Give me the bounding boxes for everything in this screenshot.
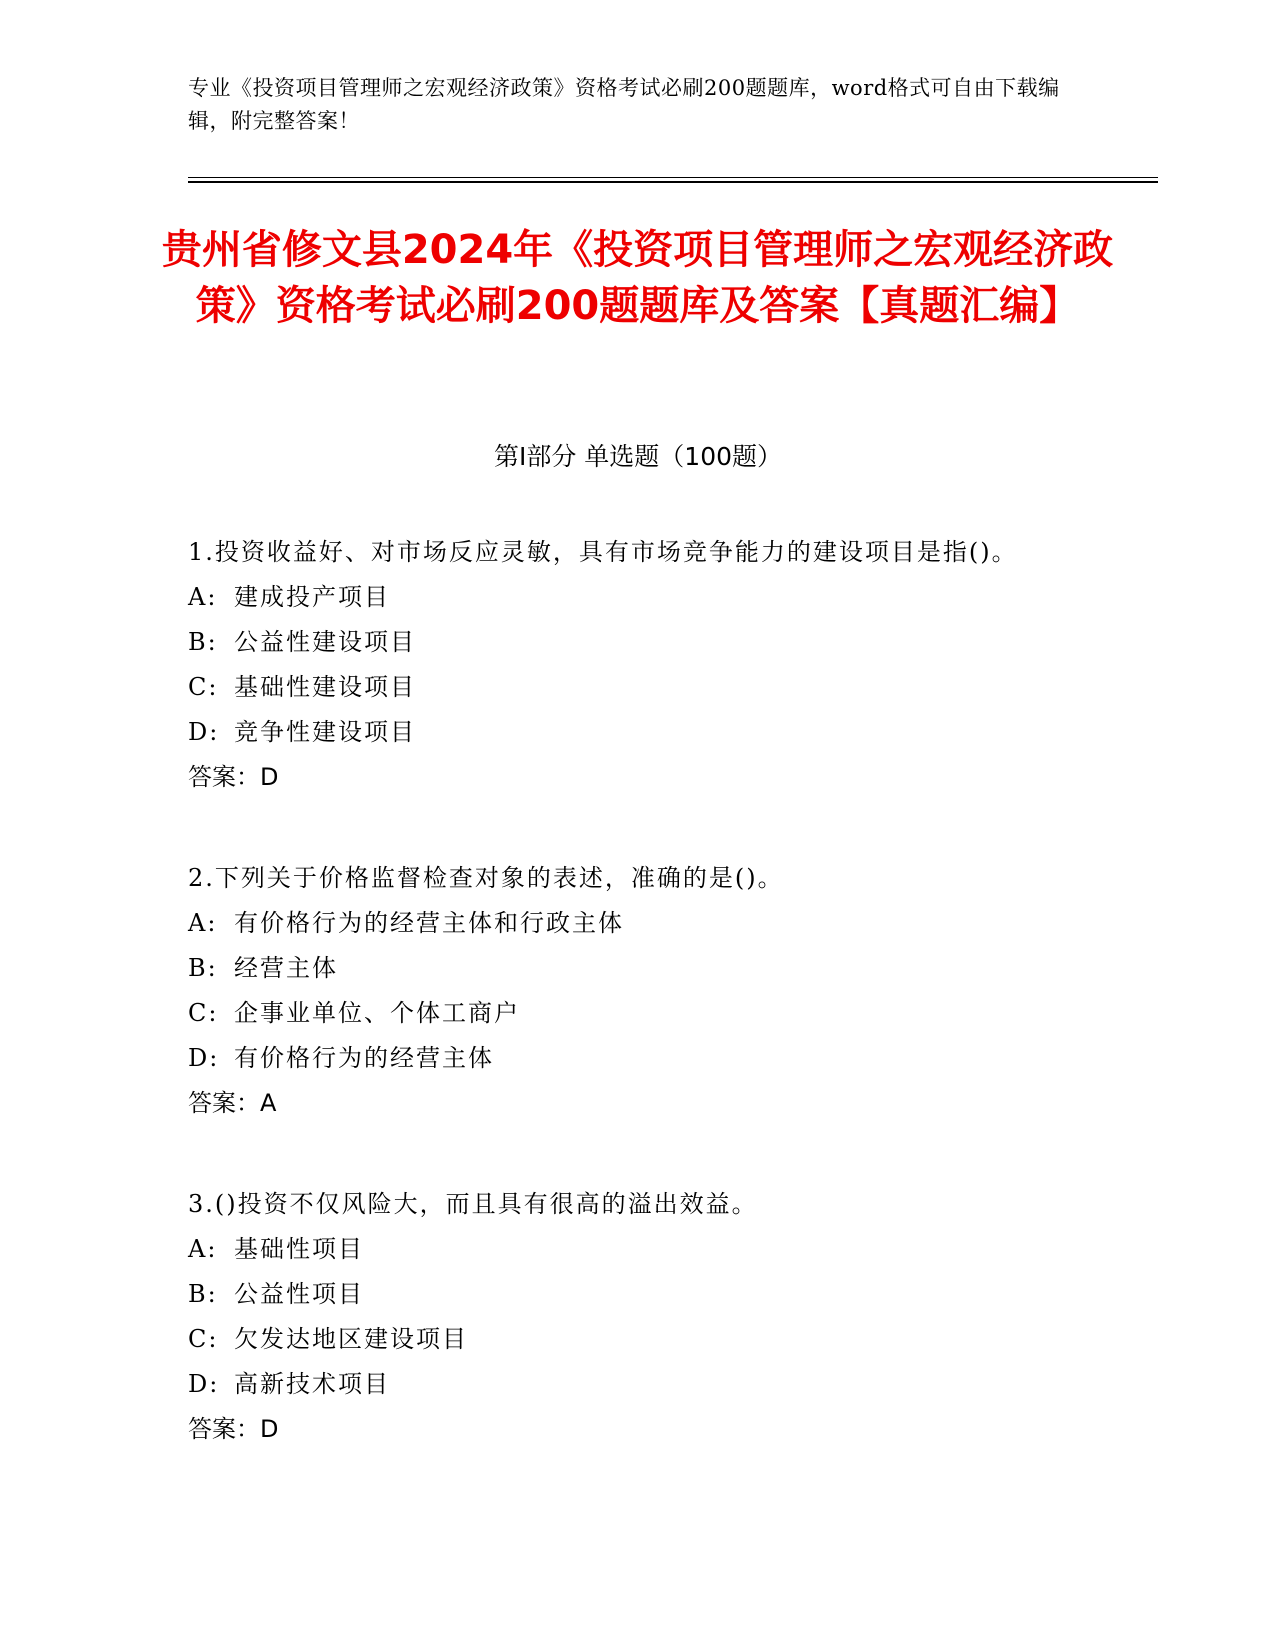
option-text: 欠发达地区建设项目 [234,1325,468,1353]
answer: 答案：D [188,1415,279,1443]
answer: 答案：A [188,1089,277,1117]
option-label: C: [188,1325,219,1353]
option-text: 经营主体 [234,954,338,982]
option-d [188,1362,1088,1407]
option-label: D: [188,1044,220,1072]
question-2 [188,856,1088,1126]
option-a [188,1227,1088,1272]
option-label: D: [188,1370,220,1398]
option-text: 竞争性建设项目 [234,718,416,746]
option-label: B: [188,954,218,982]
option-label: A: [188,909,218,937]
option-label: B: [188,1280,218,1308]
option-text: 基础性项目 [234,1235,364,1263]
option-c [188,665,1088,710]
document-title: 贵州省修文县2024年《投资项目管理师之宏观经济政策》资格考试必刷200题题库及答案【真题汇编】 [161,227,1114,329]
question-list [188,530,1088,1508]
option-c [188,1317,1088,1362]
option-label: C: [188,673,219,701]
option-b [188,946,1088,991]
answer: 答案：D [188,763,279,791]
header-divider-thick [188,181,1158,183]
option-text: 高新技术项目 [234,1370,390,1398]
option-b [188,620,1088,665]
question-stem: 3.()投资不仅风险大，而且具有很高的溢出效益。 [188,1190,758,1218]
option-text: 有价格行为的经营主体 [234,1044,494,1072]
question-stem: 2.下列关于价格监督检查对象的表述，准确的是()。 [188,864,784,892]
question-stem: 1.投资收益好、对市场反应灵敏，具有市场竞争能力的建设项目是指()。 [188,538,1018,566]
option-label: C: [188,999,219,1027]
option-a [188,575,1088,620]
section-title: 第I部分 单选题（100题） [493,442,783,471]
option-text: 有价格行为的经营主体和行政主体 [234,909,624,937]
option-label: B: [188,628,218,656]
option-d [188,1036,1088,1081]
option-text: 公益性建设项目 [234,628,416,656]
option-d [188,710,1088,755]
option-b [188,1272,1088,1317]
header-note: 专业《投资项目管理师之宏观经济政策》资格考试必刷200题题库，word格式可自由下载编辑，附完整答案！ [188,76,1060,133]
option-text: 企事业单位、个体工商户 [234,999,520,1027]
option-label: A: [188,1235,218,1263]
option-label: A: [188,583,218,611]
option-text: 建成投产项目 [234,583,390,611]
question-1 [188,530,1088,800]
option-label: D: [188,718,220,746]
option-text: 公益性项目 [234,1280,364,1308]
option-c [188,991,1088,1036]
option-a [188,901,1088,946]
option-text: 基础性建设项目 [234,673,416,701]
question-3 [188,1182,1088,1452]
header-divider-thin [188,177,1158,178]
